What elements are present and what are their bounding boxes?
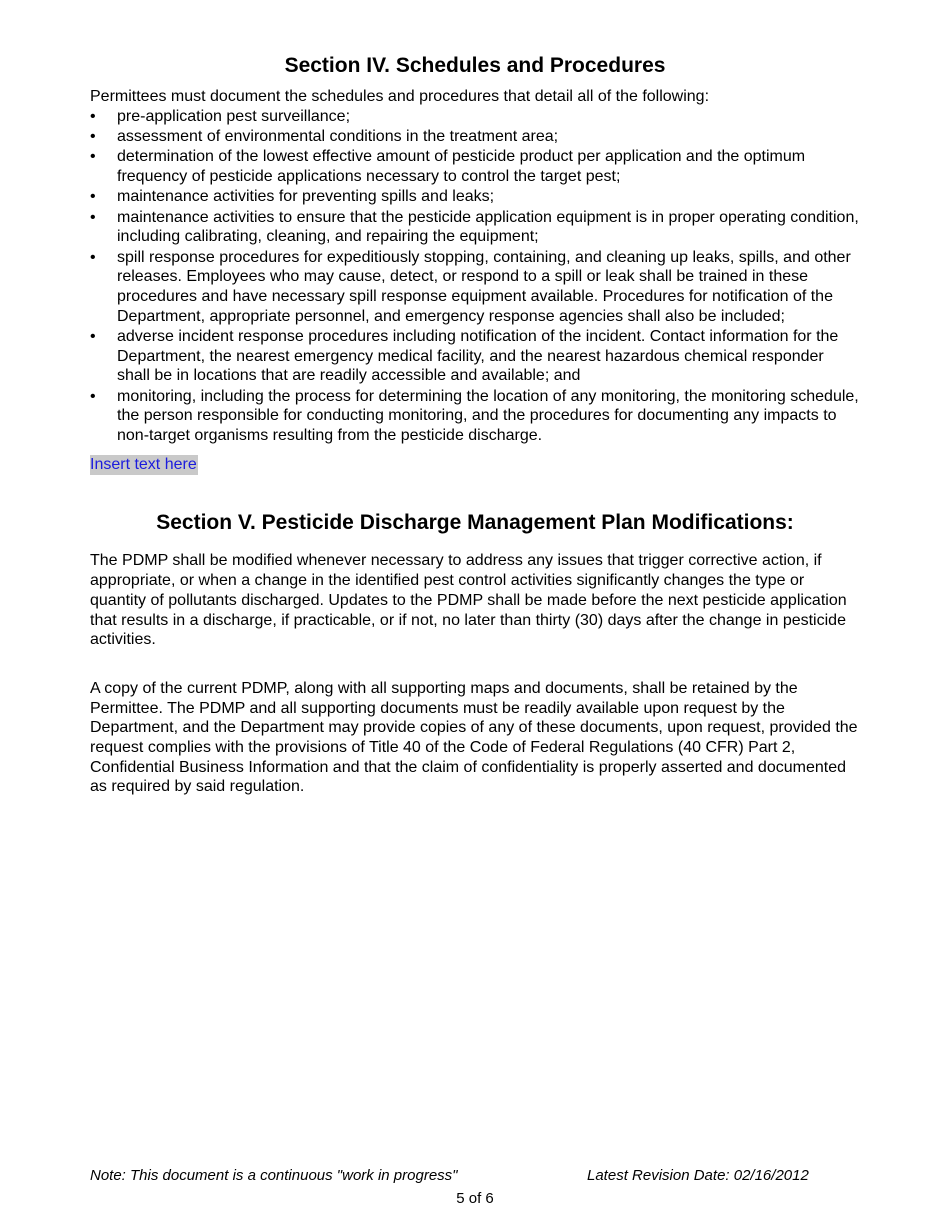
bullet-icon: • — [90, 208, 96, 226]
footer-revision-date: Latest Revision Date: 02/16/2012 — [587, 1167, 809, 1184]
page-number: 5 of 6 — [456, 1190, 494, 1207]
list-item — [90, 248, 860, 327]
document-page — [90, 52, 860, 797]
list-item — [90, 147, 860, 186]
list-item-text: monitoring, including the process for determining the location of any monitoring, the monitoring schedule, the person responsible for conducting monitoring, and the procedures for documenting any impacts to non-target organisms resulting from the pesticide discharge. — [117, 387, 859, 445]
list-item-text: maintenance activities for preventing spills and leaks; — [117, 188, 495, 206]
spacer — [90, 475, 860, 509]
list-item — [90, 187, 860, 207]
section-5-paragraph-2: A copy of the current PDMP, along with all supporting maps and documents, shall be retained by the Permittee. The PDMP and all supporting documents must be readily available upon request by the Department, and the Department may provide copies of any of these documents, upon request, provided the request complies with the provisions of Title 40 of the Code of Federal Regulations (40 CFR) Part 2, Confidential Business Information and that the claim of confidentiality is properly asserted and documented as required by said regulation. — [90, 679, 858, 796]
section-4-intro: Permittees must document the schedules and procedures that detail all of the following: — [90, 88, 710, 105]
footer-note: Note: This document is a continuous "work in progress" — [90, 1167, 458, 1184]
list-item-text: assessment of environmental conditions in the treatment area; — [117, 128, 559, 145]
section-4-title: Section IV. Schedules and Procedures — [284, 54, 666, 77]
section-5-paragraph-1: The PDMP shall be modified whenever necessary to address any issues that trigger corrective action, if appropriate, or when a change in the identified pest control activities significantly changes the type or quantity of pollutants discharged. Updates to the PDMP shall be made before the next pesticide application that results in a discharge, if practicable, or if not, no later than thirty (30) days after the change in pesticide activities. — [90, 552, 847, 649]
bullet-icon: • — [90, 387, 96, 405]
procedures-list — [90, 107, 860, 446]
insert-text-field[interactable]: Insert text here — [90, 456, 197, 474]
list-item — [90, 107, 860, 127]
list-item — [90, 387, 860, 446]
list-item-text: maintenance activities to ensure that the pesticide application equipment is in proper operating condition, including calibrating, cleaning, and repairing the equipment; — [117, 208, 859, 246]
list-item-text: adverse incident response procedures including notification of the incident. Contact information for the Department, the nearest emergency medical facility, and the nearest hazardous chemical responder shall be in locations that are readily accessible and available; and — [117, 328, 839, 385]
list-item-text: spill response procedures for expeditiously stopping, containing, and cleaning up leaks, spills, and other releases. Employees who may cause, detect, or respond to a spill or leak shall be trained in these procedures and have necessary spill response equipment available. Procedures for notification of the Department, appropriate personnel, and emergency response agencies shall also be included; — [117, 248, 851, 325]
bullet-icon: • — [90, 328, 96, 345]
bullet-icon: • — [90, 128, 96, 145]
section-5-title: Section V. Pesticide Discharge Management Plan Modifications: — [156, 511, 794, 535]
list-item — [90, 327, 860, 386]
bullet-icon: • — [90, 188, 96, 206]
list-item — [90, 127, 860, 147]
bullet-icon: • — [90, 248, 96, 266]
list-item-text: determination of the lowest effective amount of pesticide product per application and the optimum frequency of pesticide applications necessary to control the target pest; — [117, 148, 806, 185]
spacer — [90, 650, 860, 679]
list-item — [90, 208, 860, 247]
bullet-icon: • — [90, 148, 96, 166]
bullet-icon: • — [90, 107, 96, 125]
list-item-text: pre-application pest surveillance; — [117, 107, 351, 125]
